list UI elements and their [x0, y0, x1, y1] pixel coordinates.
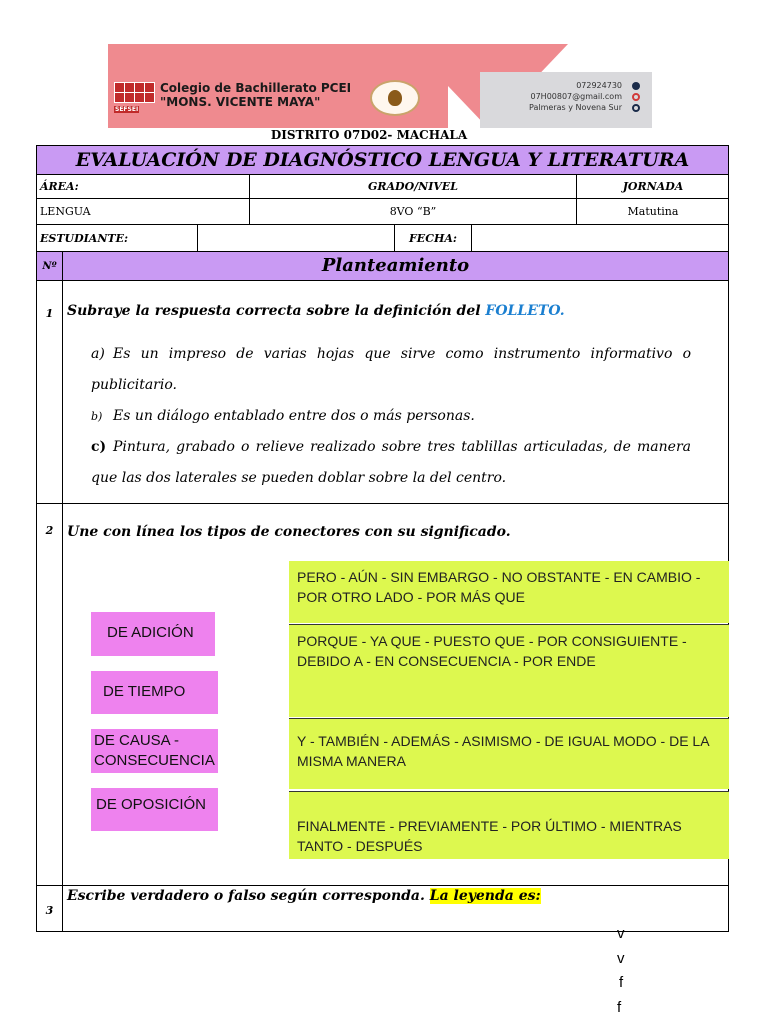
student-row — [37, 225, 728, 252]
question-2-title: Une con línea los tipos de conectores con su significado. — [67, 524, 511, 540]
school-name-line1: Colegio de Bachillerato PCEI — [160, 81, 352, 95]
student-name-field[interactable] — [197, 225, 394, 251]
question-1 — [37, 281, 728, 504]
question-number: 1 — [37, 281, 63, 503]
leyenda-highlight: La leyenda es: — [429, 888, 541, 904]
meaning-tiempo[interactable]: FINALMENTE - PREVIAMENTE - POR ÚLTIMO - MIENTRAS TANTO - DESPUÉS — [289, 791, 729, 859]
number-header: Nº — [37, 252, 63, 280]
connector-tiempo[interactable]: DE TIEMPO — [91, 671, 218, 714]
answer-3: f — [619, 974, 624, 991]
school-seal-icon — [370, 80, 420, 116]
date-label: FECHA: — [394, 225, 471, 251]
form-title: EVALUACIÓN DE DIAGNÓSTICO LENGUA Y LITERATURA — [75, 149, 690, 171]
connector-causa-consecuencia[interactable]: DE CAUSA - CONSECUENCIA — [91, 729, 218, 773]
meaning-causa[interactable]: PORQUE - YA QUE - PUESTO QUE - POR CONSIGUIENTE - DEBIDO A - EN CONSECUENCIA - POR ENDE — [289, 624, 729, 717]
school-banner — [108, 44, 652, 128]
question-1-title: Subraye la respuesta correcta sobre la definición del FOLLETO. — [67, 303, 565, 319]
email-icon — [632, 93, 640, 101]
school-name-line2: "MONS. VICENTE MAYA" — [160, 95, 321, 109]
school-logo-icon — [114, 82, 154, 106]
connector-oposicion[interactable]: DE OPOSICIÓN — [91, 788, 218, 831]
area-value: LENGUA — [40, 205, 91, 218]
folleto-highlight: FOLLETO. — [485, 303, 565, 319]
jornada-label: JORNADA — [576, 175, 729, 198]
info-values-row — [37, 199, 728, 225]
answer-1: v — [617, 925, 625, 942]
answer-2: v — [617, 950, 625, 967]
table-bottom-border — [36, 931, 608, 932]
table-bottom-border-right — [712, 931, 729, 932]
meaning-oposicion[interactable]: PERO - AÚN - SIN EMBARGO - NO OBSTANTE - EN CAMBIO - POR OTRO LADO - POR MÁS QUE — [289, 561, 729, 623]
logo-text: SEFSEI — [115, 106, 139, 113]
phone-icon — [632, 82, 640, 90]
grado-value: 8VO “B” — [249, 199, 576, 224]
street-address: Palmeras y Novena Sur — [529, 103, 622, 112]
planteamiento-header: Planteamiento — [321, 255, 470, 276]
grado-label: GRADO/NIVEL — [249, 175, 576, 198]
form-title-row — [37, 146, 728, 175]
email-address: 07H00807@gmail.com — [530, 92, 622, 101]
option-a[interactable]: a) Es un impreso de varias hojas que sirve como instrumento informativo o publicitario. — [91, 346, 691, 393]
answer-4: f — [617, 999, 622, 1016]
option-c[interactable]: c) Pintura, grabado o relieve realizado sobre tres tablillas articuladas, de manera que las dos laterales se pueden doblar sobre la del centro. — [91, 439, 691, 486]
connector-adicion[interactable]: DE ADICIÓN — [91, 612, 215, 656]
phone-number: 072924730 — [576, 81, 622, 90]
question-3-title: Escribe verdadero o falso según corresponda. La leyenda es: — [67, 888, 541, 904]
info-labels-row — [37, 175, 728, 199]
planteamiento-row — [37, 252, 728, 281]
student-label: ESTUDIANTE: — [40, 232, 129, 245]
date-field[interactable] — [471, 225, 729, 251]
option-b[interactable]: b) Es un diálogo entablado entre dos o más personas. — [91, 408, 475, 424]
district-label: DISTRITO 07D02- MACHALA — [270, 128, 468, 142]
question-number: 3 — [37, 886, 63, 932]
area-label: ÁREA: — [40, 180, 79, 193]
meaning-adicion[interactable]: Y - TAMBIÉN - ADEMÁS - ASIMISMO - DE IGUAL MODO - DE LA MISMA MANERA — [289, 718, 729, 789]
jornada-value: Matutina — [576, 199, 729, 224]
location-icon — [632, 104, 640, 112]
question-number: 2 — [37, 504, 63, 885]
